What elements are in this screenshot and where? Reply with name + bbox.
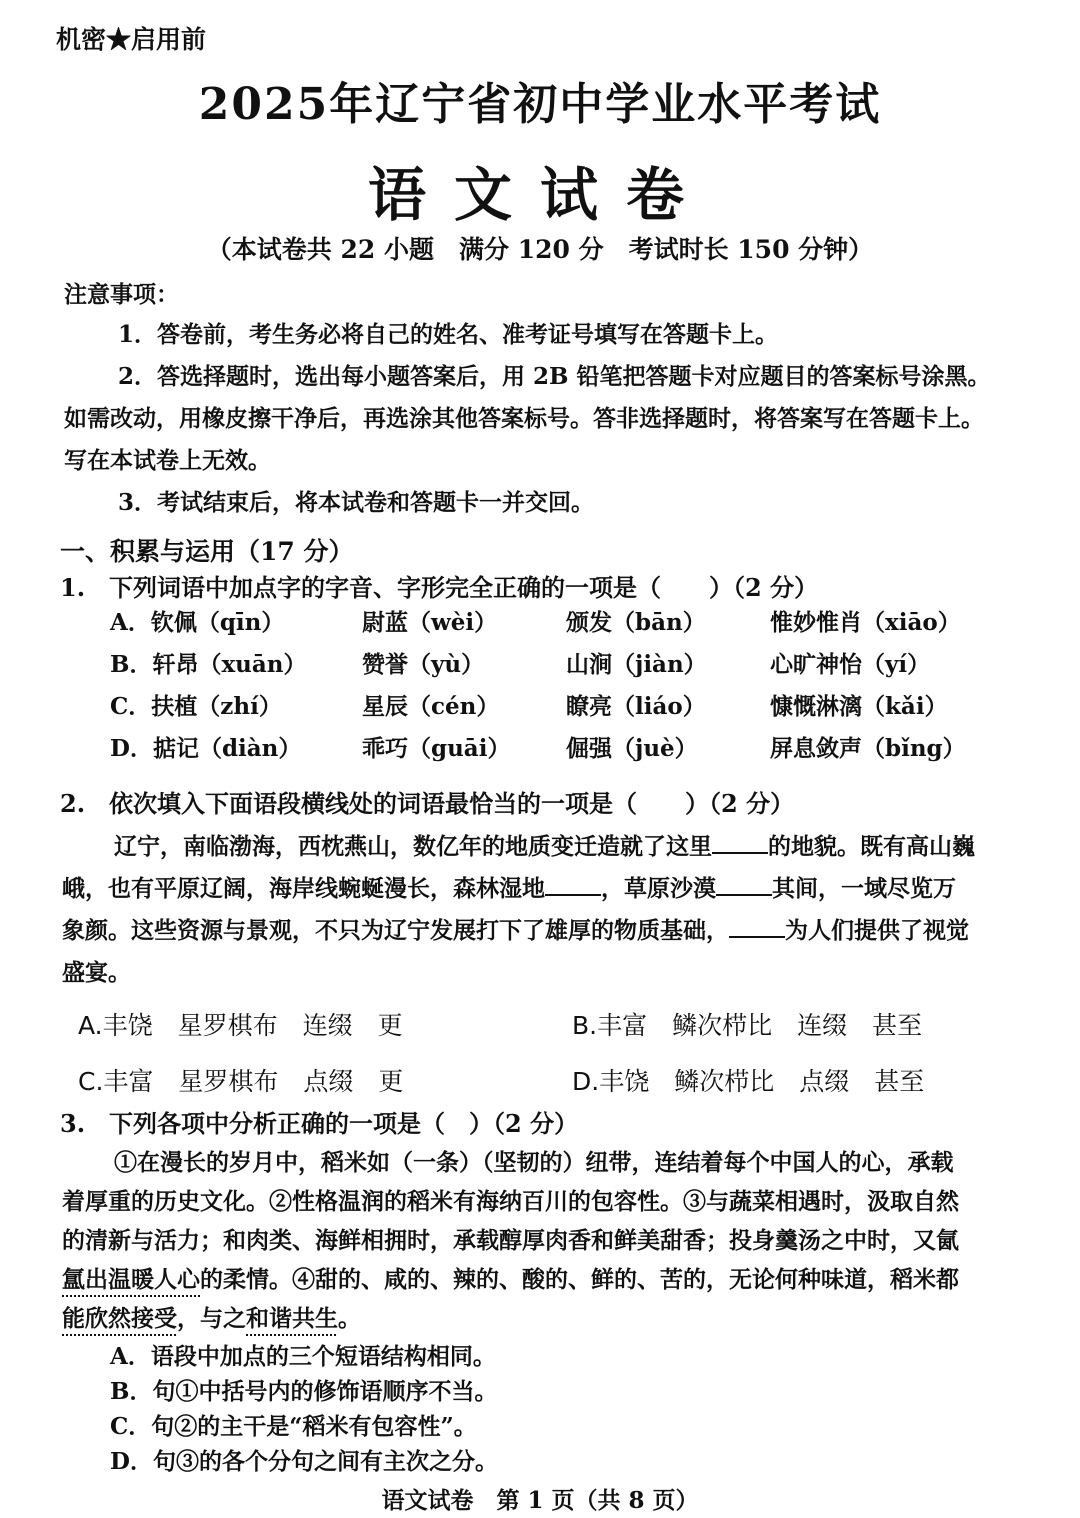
q3-option-c: C．句②的主干是“稻米有包容性”。 [110, 1413, 477, 1440]
q2-option-c: C.丰富 星罗棋布 点缀 更 [78, 1067, 404, 1096]
blank-1 [712, 834, 768, 854]
q1-a-2: 尉蓝（wèi） [362, 609, 498, 636]
q3-stem: 3. 下列各项中分析正确的一项是（ ）（2 分） [60, 1109, 579, 1138]
q2-stem: 2. 依次填入下面语段横线处的词语最恰当的一项是（ ）（2 分） [60, 789, 795, 818]
q2-passage-line4: 盛宴。 [62, 959, 131, 986]
blank-3 [716, 876, 772, 896]
q2-option-d: D.丰饶 鳞次栉比 点缀 甚至 [572, 1067, 925, 1096]
q1-a-4: 惟妙惟肖（xiāo） [770, 609, 961, 636]
note-item-1: 1．答卷前，考生务必将自己的姓名、准考证号填写在答题卡上。 [118, 321, 779, 348]
q1-b-3: 山涧（jiàn） [566, 651, 707, 678]
exam-title: 2025年辽宁省初中学业水平考试 [198, 79, 882, 130]
q3-passage-line4: 氲出温暖人心的柔情。④甜的、咸的、辣的、酸的、鲜的、苦的，无论何种味道，稻米都 [62, 1266, 959, 1293]
note-item-2-line2: 如需改动，用橡皮擦干净后，再选涂其他答案标号。答非选择题时，将答案写在答题卡上。 [64, 405, 984, 432]
q1-c-4: 慷慨淋漓（kǎi） [770, 693, 948, 720]
q1-stem: 1. 下列词语中加点字的字音、字形完全正确的一项是（ ）（2 分） [60, 573, 819, 602]
q2-option-b: B.丰富 鳞次栉比 连缀 甚至 [572, 1011, 923, 1040]
q1-c-1: C．扶植（zhí） [110, 693, 282, 720]
notes-heading: 注意事项： [64, 281, 179, 308]
q2-passage-line2: 峨，也有平原辽阔，海岸线蜿蜒漫长，森林湿地 ，草原沙漠 其间，一域尽览万 [62, 875, 956, 902]
q3-passage-line2: 着厚重的历史文化。②性格温润的稻米有海纳百川的包容性。③与蔬菜相遇时，汲取自然 [62, 1188, 959, 1215]
paper-subtitle: 语文试卷 [367, 161, 712, 229]
note-item-2-line1: 2．答选择题时，选出每小题答案后，用 2B 铅笔把答题卡对应题目的答案标号涂黑。 [118, 363, 991, 390]
q1-b-4: 心旷神怡（yí） [770, 651, 931, 678]
q1-a-3: 颁发（bān） [566, 609, 706, 636]
blank-2 [545, 876, 601, 896]
page-footer: 语文试卷 第 1 页（共 8 页） [381, 1487, 699, 1514]
q1-d-2: 乖巧（guāi） [362, 735, 511, 762]
q1-d-4: 屏息敛声（bǐng） [770, 735, 966, 762]
q2-option-a: A.丰饶 星罗棋布 连缀 更 [78, 1011, 403, 1040]
section-1-heading: 一、积累与运用（17 分） [60, 537, 354, 566]
q3-option-b: B．句①中括号内的修饰语顺序不当。 [110, 1378, 498, 1405]
q1-b-1: B．轩昂（xuān） [110, 651, 307, 678]
q2-passage-line1: 辽宁，南临渤海，西枕燕山，数亿年的地质变迁造就了这里 的地貌。既有高山巍 [114, 833, 975, 860]
note-item-3: 3．考试结束后，将本试卷和答题卡一并交回。 [118, 489, 595, 516]
q1-c-3: 瞭亮（liáo） [566, 693, 706, 720]
q1-a-1: A．钦佩（qīn） [110, 609, 285, 636]
q3-passage-line3: 的清新与活力；和肉类、海鲜相拥时，承载醇厚肉香和鲜美甜香；投身羹汤之中时，又氤 [62, 1227, 959, 1254]
blank-4 [729, 918, 785, 938]
q3-passage-line1: ①在漫长的岁月中，稻米如（一条）（坚韧的）纽带，连结着每个中国人的心，承载 [114, 1149, 954, 1176]
note-item-2-line3: 写在本试卷上无效。 [64, 447, 271, 474]
dotted-phrase-3: 和谐共生 [246, 1305, 338, 1332]
q3-option-d: D．句③的各个分句之间有主次之分。 [110, 1448, 498, 1475]
q1-c-2: 星辰（cén） [362, 693, 500, 720]
q2-passage-line3: 象颜。这些资源与景观，不只为辽宁发展打下了雄厚的物质基础， 为人们提供了视觉 [62, 917, 969, 944]
exam-meta: （本试卷共 22 小题 满分 120 分 考试时长 150 分钟） [206, 235, 874, 264]
q1-d-3: 倔强（juè） [566, 735, 698, 762]
q1-b-2: 赞誉（yù） [362, 651, 485, 678]
dotted-phrase-1: 氲出温暖人心 [62, 1266, 200, 1293]
confidential-label: 机密★启用前 [56, 25, 207, 54]
q1-d-1: D．掂记（diàn） [110, 735, 302, 762]
q3-option-a: A．语段中加点的三个短语结构相同。 [110, 1343, 496, 1370]
dotted-phrase-2: 能欣然接受 [62, 1305, 177, 1332]
q3-passage-line5: 能欣然接受，与之和谐共生。 [62, 1305, 361, 1332]
